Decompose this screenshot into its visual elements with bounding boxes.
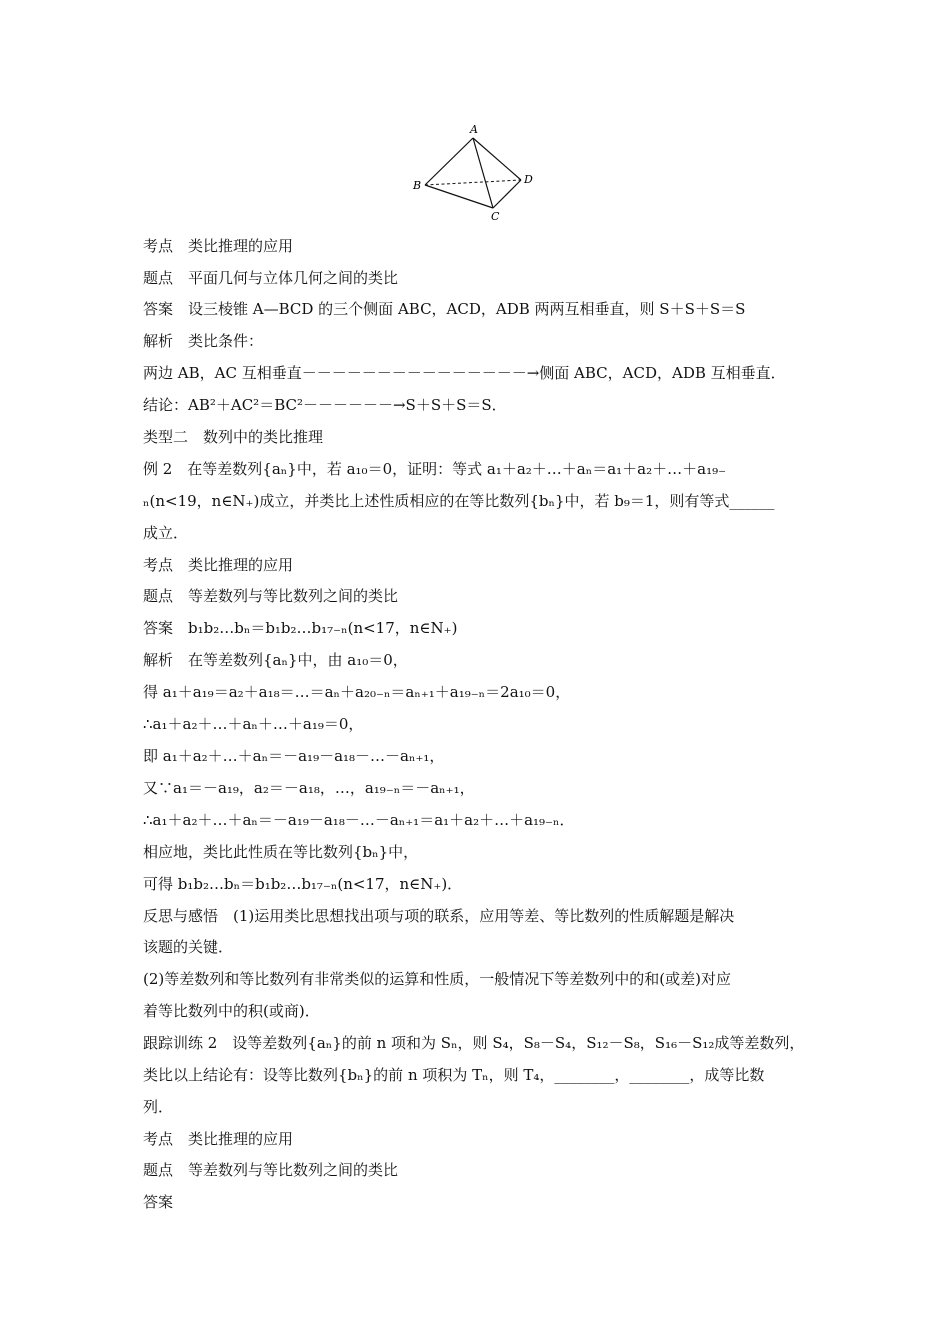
vertex-label-a: A xyxy=(470,123,478,136)
edge-ab xyxy=(425,138,473,185)
text-line: 成立． xyxy=(143,524,189,542)
vertex-label-c: C xyxy=(491,210,500,223)
text-line: ₙ(n<19，n∈N₊)成立，并类比上述性质相应的在等比数列{bₙ}中，若 b₉＝1，则有等式______ xyxy=(143,492,775,510)
edge-bc xyxy=(425,185,493,208)
text-line: 该题的关键． xyxy=(143,938,234,956)
tetrahedron-figure xyxy=(405,120,545,225)
text-line: 跟踪训练 2 设等差数列{aₙ}的前 n 项和为 Sₙ，则 S₄，S₈－S₄，S₁₂－S₈，S₁₆－S₁₂成等差数列， xyxy=(143,1034,805,1052)
text-line: 相应地，类比此性质在等比数列{bₙ}中， xyxy=(143,843,419,861)
edge-bd-hidden xyxy=(425,180,521,185)
edge-ad xyxy=(473,138,521,180)
text-line: 考点 类比推理的应用 xyxy=(143,1130,294,1148)
text-line: 答案 b₁b₂…bₙ＝b₁b₂…b₁₇₋ₙ(n<17，n∈N₊) xyxy=(143,619,458,637)
vertex-label-b: B xyxy=(413,179,422,192)
text-line: 题点 等差数列与等比数列之间的类比 xyxy=(143,587,399,605)
text-line: 题点 平面几何与立体几何之间的类比 xyxy=(143,269,399,287)
vertex-label-d: D xyxy=(524,173,533,186)
text-line: 即 a₁＋a₂＋…＋aₙ＝－a₁₉－a₁₈－…－aₙ₊₁， xyxy=(143,747,445,765)
text-line: 结论：AB²＋AC²＝BC²－－－－－－→S＋S＋S＝S． xyxy=(143,396,507,414)
text-line: ∴a₁＋a₂＋…＋aₙ＝－a₁₉－a₁₈－…－aₙ₊₁＝a₁＋a₂＋…＋a₁₉₋ₙ． xyxy=(143,811,575,829)
text-line: 又∵a₁＝－a₁₉，a₂＝－a₁₈，…，a₁₉₋ₙ＝－aₙ₊₁， xyxy=(143,779,475,797)
text-line: 得 a₁＋a₁₉＝a₂＋a₁₈＝…＝aₙ＋a₂₀₋ₙ＝aₙ₊₁＋a₁₉₋ₙ＝2a₁₀＝0， xyxy=(143,683,571,701)
text-line: 可得 b₁b₂…bₙ＝b₁b₂…b₁₇₋ₙ(n<17，n∈N₊)． xyxy=(143,875,463,893)
text-line: 类比以上结论有：设等比数列{bₙ}的前 n 项积为 Tₙ，则 T₄，________，________，成等比数 xyxy=(143,1066,765,1084)
section-heading: 类型二 数列中的类比推理 xyxy=(143,428,324,446)
text-line: ∴a₁＋a₂＋…＋aₙ＋…＋a₁₉＝0， xyxy=(143,715,364,733)
text-line: 着等比数列中的积(或商)． xyxy=(143,1002,320,1020)
text-line: (2)等差数列和等比数列有非常类似的运算和性质，一般情况下等差数列中的和(或差)对应 xyxy=(143,970,731,988)
text-line: 解析 在等差数列{aₙ}中，由 a₁₀＝0， xyxy=(143,651,408,669)
text-line: 答案 设三棱锥 A—BCD 的三个侧面 ABC，ACD，ADB 两两互相垂直，则 S＋S＋S＝S xyxy=(143,300,746,318)
text-line: 考点 类比推理的应用 xyxy=(143,556,294,574)
text-line: 列． xyxy=(143,1098,174,1116)
text-line: 例 2 在等差数列{aₙ}中，若 a₁₀＝0，证明：等式 a₁＋a₂＋…＋aₙ＝a₁＋a₂＋…＋a₁₉₋ xyxy=(143,460,727,478)
edge-cd xyxy=(493,180,521,208)
text-line: 反思与感悟 (1)运用类比思想找出项与项的联系，应用等差、等比数列的性质解题是解决 xyxy=(143,907,735,925)
text-line: 解析 类比条件： xyxy=(143,332,264,350)
text-line: 考点 类比推理的应用 xyxy=(143,237,294,255)
text-line: 答案 xyxy=(143,1193,174,1211)
text-line: 题点 等差数列与等比数列之间的类比 xyxy=(143,1161,399,1179)
text-line: 两边 AB，AC 互相垂直－－－－－－－－－－－－－－－→侧面 ABC，ACD，ADB 互相垂直． xyxy=(143,364,786,382)
edge-ac xyxy=(473,138,493,208)
